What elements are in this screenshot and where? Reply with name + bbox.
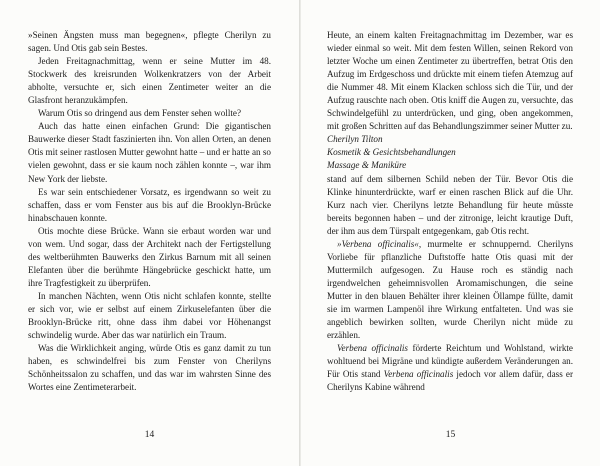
paragraph: stand auf dem silbernen Schild neben der Tür. Bevor Otis die Klinke hinunterdrückte, warf er einen raschen Blick auf die Uhr. Kurz nach vier. Cherilyns letzte Behandlung für heute müsste bereits begonnen haben – und der zitronige, leicht krautige Duft, der ihm aus dem Türspalt entgegenkam, gab Otis recht.	[327, 173, 573, 236]
paragraph: Was die Wirklichkeit anging, würde Otis es ganz damit zu tun haben, es schwindelfrei bis zum Fenster von Cherilyns Schönheitssalon zu schaffen, und das war im wahrsten Sinne des Wortes eine Zentimeterarbeit.	[28, 343, 271, 393]
sign-line-services: Kosmetik & Gesichtsbehandlungen	[327, 147, 456, 158]
paragraph-text: , murmelte er schnuppernd. Cherilyns Vorliebe für pflanzliche Duftstoffe hatte Otis quasi mit der Muttermilch aufgesogen. Zu Hause roch es ständig nach irgendwelchen geheimnisvollen Aromamischungen, die seine Mutter in den blauen Behälter ihrer kleinen Öllampe füllte, damit sie im warmen Lampenöl ihre Wirkung entfalteten. Und was sie angeblich bewirken sollten, wurde Cherilyn nicht müde zu erzählen.	[327, 238, 573, 341]
paragraph: »Seinen Ängsten muss man begegnen«, pflegte Cherilyn zu sagen. Und Otis gab sein Bestes.	[28, 30, 271, 54]
paragraph: Heute, an einem kalten Freitagnachmittag im Dezember, war es wieder einmal so weit. Mit dem festen Willen, seinen Rekord von letzter Woche um einen Zentimeter zu übertreffen, betrat Otis den Aufzug im Erdgeschoss und drückte mit einem tiefen Atemzug auf die Nummer 48. Mit einem Klacken schloss sich die Tür, und der Aufzug rauschte nach oben. Otis kniff die Augen zu, versuchte, das Schwindelgefühl zu unterdrücken, und ging, oben angekommen, mit großen Schritten auf das Behandlungszimmer seiner Mutter zu.	[327, 30, 573, 132]
paragraph-text: förderte Reichtum und Wohlstand, wirkte wohltuend bei Migräne und kündigte außerdem Veränderungen an. Für Otis stand	[327, 343, 573, 380]
italic-phrase: Verbena officinalis	[383, 369, 454, 380]
italic-phrase: Verbena officinalis	[337, 343, 408, 354]
page-number-left: 14	[144, 430, 155, 440]
paragraph: Es war sein entschiedener Vorsatz, es irgendwann so weit zu schaffen, dass er vom Fenster aus bis auf die Brooklyn-Brücke hinabschauen konnte.	[28, 186, 271, 223]
sign-line-name: Cherilyn Tilton	[327, 134, 383, 145]
right-page	[301, 0, 600, 466]
italic-phrase: »Verbena officinalis«	[337, 238, 419, 249]
page-number-right: 15	[445, 430, 456, 440]
paragraph: Warum Otis so dringend aus dem Fenster sehen wollte?	[38, 108, 242, 119]
paragraph	[327, 342, 573, 394]
left-page	[0, 0, 299, 466]
paragraph: In manchen Nächten, wenn Otis nicht schlafen konnte, stellte er sich vor, wie er selbst auf einem Zirkuselefanten über die Brooklyn-Brücke ritt, ohne dass ihm dabei vor Höhenangst schwindelig wurde. Aber das war natürlich ein Traum.	[28, 290, 271, 341]
paragraph	[327, 238, 573, 342]
left-page-text	[28, 29, 271, 394]
sign-line-services: Massage & Maniküre	[327, 160, 407, 171]
paragraph: Auch das hatte einen einfachen Grund: Die gigantischen Bauwerke dieser Stadt faszinierten ihn. Von allen Orten, an denen Otis mit seiner rastlosen Mutter gewohnt hatte – und er hatte an so vielen gewohnt, dass er sie kaum noch zählen konnte –, war ihm New York der liebste.	[28, 121, 271, 184]
paragraph-text: jedoch vor allem dafür, dass er Cherilyns Kabine während	[327, 369, 573, 393]
paragraph: Otis mochte diese Brücke. Wann sie erbaut worden war und von wem. Und sogar, dass der Architekt nach der Fertigstellung des weltberühmten Bauwerks den Zirkus Barnum mit all seinen Elefanten über die berühmte Hängebrücke geschickt hatte, um ihre Tragfestigkeit zu überprüfen.	[28, 225, 271, 288]
paragraph: Jeden Freitagnachmittag, wenn er seine Mutter im 48. Stockwerk des kreisrunden Wolkenkratzers von der Arbeit abholte, versuchte er, sich einen Zentimeter weiter an die Glasfront heranzukämpfen.	[28, 56, 271, 106]
right-page-text	[327, 29, 573, 394]
